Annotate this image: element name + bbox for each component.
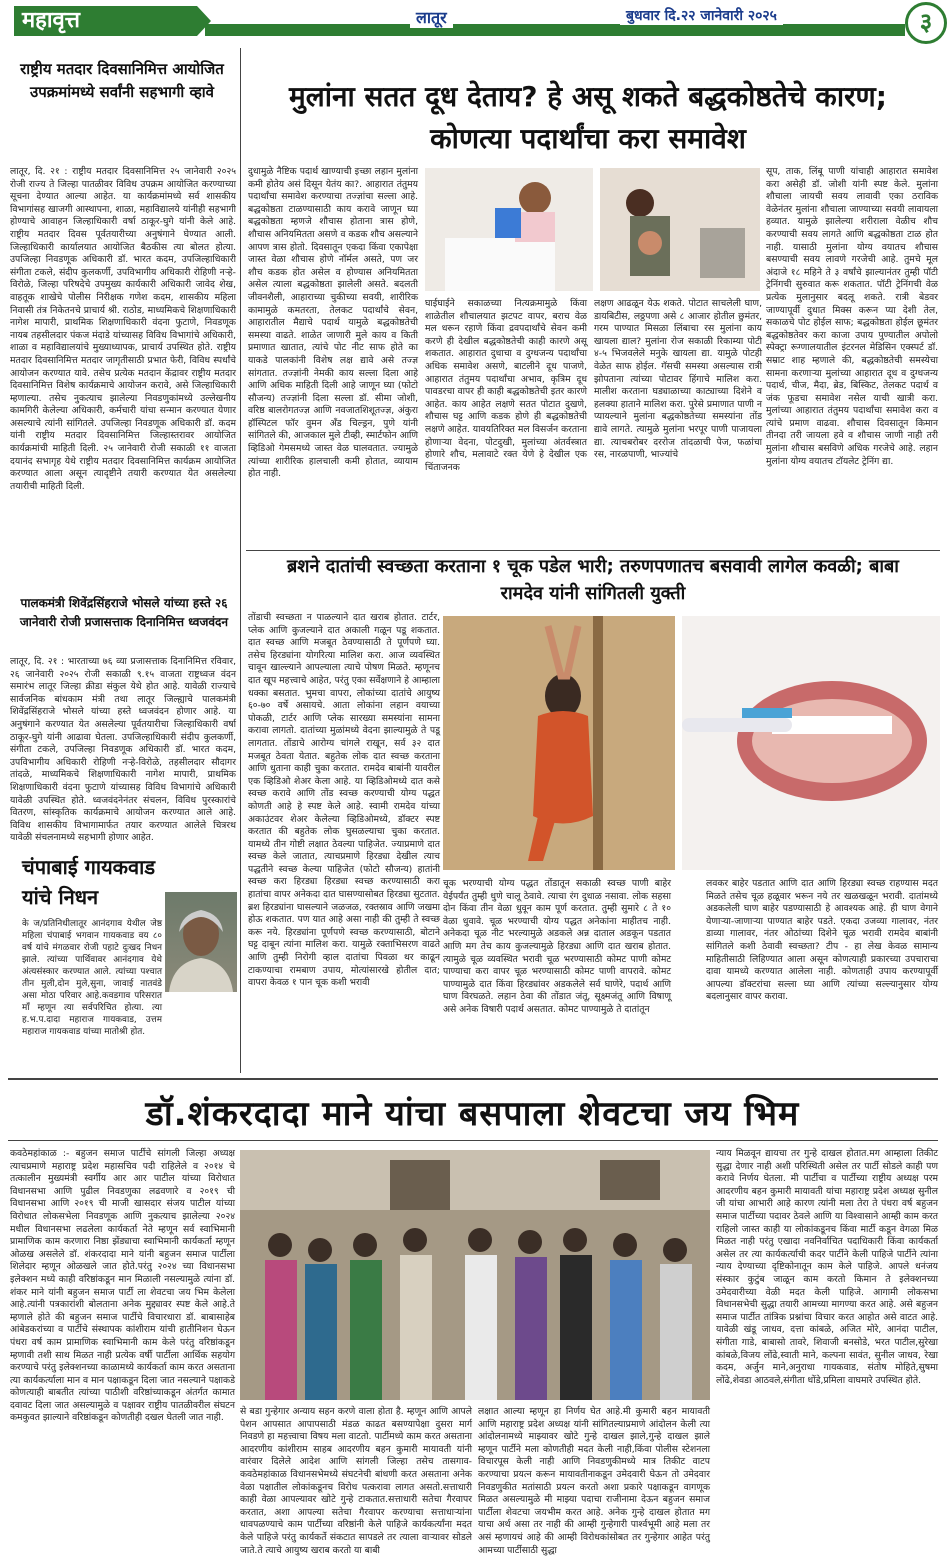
obituary-headline: चंपाबाई गायकवाड यांचे निधन bbox=[22, 855, 156, 909]
milk-photo-mother-child bbox=[600, 168, 760, 291]
masthead: महावृत्त bbox=[14, 6, 197, 36]
obituary-body: के ज/प्रतिनिधीलातूर आनंदगाव येथील जेष्ठ महिला चंपाबाई भगवान गायकवाड वय ८० वर्ष यांचे मंगळवार रोजी पहाटे दुःखद निधन झाले. त्यांच्या पार्थिवावर आनंदगाव येथे अंत्यसंस्कार करण्यात आले. त्यांच्या पश्चात तीन मुली,दोन मुले,सुना, जावाई नातवंडे असा मोठा परिवार आहे.कवडगाव परिसरात माँ म्हणून त्या सर्वपरिचित होत्या. त्या ह.भ.प.दादा महाराज गायकवाड, उत्तम महाराज गायकवाड यांच्या मातोश्री होत. bbox=[22, 919, 162, 1037]
milk-photo-child-toilet bbox=[425, 168, 593, 291]
header-bar bbox=[205, 24, 905, 36]
voter-day-body: लातूर, दि. २१ : राष्ट्रीय मतदार दिवसानिमित्त २५ जानेवारी २०२५ रोजी राज्य ते जिल्हा पातळीवर विविध उपक्रम आयोजित करण्याच्या सूचना देण्यात आल्या आहेत. या कार्यक्रमांमध्ये सर्व शासकीय विभागांसह खाजगी आस्थापना, शाळा, महाविद्यालये यांनीही सहभागी होण्याचे आवाहन जिल्हाधिकारी वर्षा ठाकूर-घुगे यांनी केले आहे. राष्ट्रीय मतदार दिवस पूर्वतयारीच्या अनुषंगाने घेण्यात आली. जिल्हाधिकारी कार्यालयात आयोजित बैठकीस त्या बोलत होत्या. उपजिल्हा निवडणूक अधिकारी डॉ. भारत कदम, उपजिल्हाधिकारी संगीता टकले, संदीप कुलकर्णी, उपविभागीय अधिकारी रोहिणी नऱ्हे-विरोळे, जिल्हा परिषदेचे उपमुख्य कार्यकारी अधिकारी जावेद शेख, वाहतूक शाखेचे पोलीस निरीक्षक गणेश कदम, शासकीय महिला निवासी तंत्र निकेतनचे प्राचार्य श्री. राठोड, माध्यमिकचे शिक्षणाधिकारी नागेश मापारी, प्राथमिक शिक्षणाधिकारी वंदना फुटाणे, निवडणूक नायब तहसीलदार पंकज मंदाडे यांच्यासह विविध विभागांचे अधिकारी, शाळा व महाविद्यालयांचे मुख्याध्यापक, प्राचार्य उपस्थित होते. राष्ट्रीय मतदार दिवसानिमित्त मतदार जागृतीसाठी प्रभात फेरी, विविध स्पर्धांचे आयोजन करण्यात यावे. तसेच प्रत्येक मतदान केंद्रावर राष्ट्रीय मतदार दिवसानिमित्त विशेष कार्यक्रमाचे आयोजन करावे, असे जिल्हाधिकारी म्हणाल्या. तसेच नुकत्याच झालेल्या निवडणुकांमध्ये उल्लेखनीय कामगिरी केलेल्या अधिकारी, कर्मचारी यांचा सन्मान करण्यात येणार असल्याचे त्यांनी सांगितले. उपजिल्हा निवडणूक अधिकारी डॉ. कदम यांनी राष्ट्रीय मतदार दिवसानिमित्त जिल्हास्तरावर आयोजित कार्यक्रमांची माहिती दिली. २५ जानेवारी रोजी सकाळी ११ वाजता दयानंद सभागृह येथे राष्ट्रीय मतदार दिवसानिमित्त कार्यक्रम आयोजित करण्यात आला असून त्यादृष्टीने तयारी करण्यात येत असलेल्या तयारीची माहिती दिली. bbox=[10, 166, 236, 492]
page-number: ३ bbox=[905, 2, 947, 44]
milk-col-3: लक्षण आढळून येऊ शकते. पोटात साचलेली घाण, डायबिटीस, लठ्ठपणा असे ८ आजार होतील छुमंतर, गरम पाण्यात मिसळा लिंबाचा रस मुलांना काय खायला द्याल? मुलांना रोज सकाळी रिकाम्या पोटी ४-५ भिजवलेले मनुके खायला द्या. यामुळे पोटही वेळेत साफ होईल. गॅसची समस्या असल्यास रात्री झोपताना त्यांच्या पोटावर हिंगाचे मालिश करा. मालीश करताना घड्याळाच्या काट्याच्या दिशेने व हलक्या हाताने मालिश करा. पुरेसे प्रमाणात पाणी न प्यायल्याने मुलांना बद्धकोष्ठतेच्या समस्यांना तोंड द्यावे लागते. त्यामुळे मुलांना भरपूर पाणी पाजायला द्या. त्याचबरोबर दररोज तांदळाची पेज, फळांचा रस, नारळपाणी, भाज्यांचे bbox=[594, 298, 762, 461]
header-date: बुधवार दि.२२ जानेवारी २०२५ bbox=[620, 6, 783, 25]
left-column-divider bbox=[240, 48, 241, 1073]
flag-hoisting-headline: पालकमंत्री शिवेंद्रसिंहराजे भोसले यांच्या हस्ते २६ जानेवारी रोजी प्रजासत्ताक दिनानिमित्त ध्वजवंदन bbox=[19, 596, 229, 629]
bsp-col-3: लक्षात आल्या म्हणून हा निर्णय घेत आहे.मी कुमारी बहन मायावती आणि महाराष्ट्र प्रदेश अध्यक्ष यांनी सांगितल्याप्रमाणे आंदोलन केली त्या आंदोलनामध्ये माझ्यावर खोटे गुन्हे दाखल झाले,गुन्हे दाखल झाले म्हणून पार्टीने मला कोणतीही मदत केली नाही,किंवा पोलीस स्टेशनला विचारपूस केली नाही आणि निवडणुकीमध्ये मात्र तिकीट वाटप करण्याचा प्रयत्न करून मायावतीनाकडून उमेदवारी घेऊन तो उमेदवार निवडणुकीत मतांसाठी प्रयत्न करतो अशा प्रकारे पक्षाकडून वागणूक मिळत असल्यामुळे मी माझ्या पदाचा राजीनामा देऊन बहुजन समाज पार्टीला शेवटचा जयभीम करत आहे. अनेक गुन्हे दाखल होतात मग याचा अर्थ असा तर नाही की आम्ही गुन्हेगारी पार्श्वभूमी आहे मला तर असं म्हणायचं आहे की आम्ही विरोधकांसोबत तर गुन्हेगार आहेत परंतु आमच्या पार्टीसाठी सुद्धा bbox=[478, 1406, 710, 1556]
bsp-group-photo bbox=[240, 1150, 710, 1400]
page-header bbox=[0, 0, 945, 44]
bsp-article-headline: डॉ.शंकरदादा माने यांचा बसपाला शेवटचा जय भिम bbox=[145, 1094, 800, 1134]
ramdev-col-2: चूक भरण्याची योग्य पद्धत तोंडातून सकाळी स्वच्छ पाणी बाहेर येईपर्यंत तुम्ही धुणे चालू ठेवावे. त्याचा रंग दुधाळ नसावा. लोक सहसा दोन किंवा तीन वेळा धुवून काम पूर्ण करतात. तुम्ही सुमारे ८ ते १० वेळा धुवावे. चूळ भरण्याची योग्य पद्धत अनेकांना माहीतच नाही. अनेकदा चूळ नीट भरल्यामुळे अडकले अन्न दाताल अडकून पडतात आणि मग तेच काय कुजल्यामुळे हिरड्या आणि दात खराब होतात. त्यामुळे चूळ व्यवस्थित भरावी चूळ भरण्यासाठी कोमट पाणी कोमट पाण्याचा करा वापर चूळ भरण्यासाठी कोमट पाणी वापरावे. कोमट पाण्यामुळे दात किंवा हिरड्यांवर अडकलेले सर्व घाणेरे, पदार्थ आणि घाण विरघळते. लहान ठेवा की तोंडात जंतू, सूक्ष्मजंतू आणि विषाणू असे अनेक विषारी पदार्थ असतात. कोमट पाण्यामुळे ते दातांतून bbox=[443, 878, 671, 1015]
milk-col-4: सूप, ताक, लिंबू पाणी यांचाही आहारात समावेश करा असेही डॉ. जोशी यांनी स्पष्ट केले. मुलांना शौचाला जायची सवय लावावी एका ठराविक वेळेनंतर मुलांना शौचाला जाण्याच्या सवयी लावायला हव्यात. यामुळे झालेल्या शरीराला वेळीच शौच करण्याची सवय लागते आणि बद्धकोष्ठता टाळ होत नाही. यासाठी मुलांना योग्य वयातच शौचास बसण्याची सवय लावणे गरजेची आहे. तुमचे मूल अंदाजे १८ महिने ते ३ वर्षांचे झाल्यानंतर तुम्ही पॉटी ट्रेनिंगची सुरुवात करू शकतात. पॉटी ट्रेनिंगची वेळ प्रत्येक मुलानुसार बदलू शकते. रात्री बेडवर जाण्यापूर्वी दुधात मिक्स करून प्या देशी तेल, सकाळचे पोट होईल साफ; बद्धकोष्ठता होईल छूमंतर बद्धकोष्ठतेवर करा काजा उपाय पुण्यातील अपोलो स्पेक्ट्रा रूग्णालयातील इंटरनल मेडिसिन एक्स्पर्ट डॉ. सम्राट शाह म्हणाले की, बद्धकोष्ठतेची समस्येचा सामना करणाऱ्या मुलांच्या आहारात दूध व दुग्धजन्य पदार्थ, चीज, मैदा, ब्रेड, बिस्किट, तेलकट पदार्थ व जंक फूडचा समावेश नसेल याची खात्री करा. मुलांच्या आहारात तंतुमय पदार्थांचा समावेश करा व त्यांचे प्रमाण वाढवा. शौचास दिवसातून किमान तीनदा तरी जायला हवे व शौचास जाणी नाही तरी मुलांना शौचास बसविणे अधिक गरजेचे आहे. लहान मुलांना योग्य वयातच टॉयलेट ट्रेनिंग द्या. bbox=[766, 166, 938, 467]
voter-day-headline: राष्ट्रीय मतदार दिवसानिमित्त आयोजित उपक्रमांमध्ये सर्वांनी सहभागी व्हावे bbox=[20, 60, 224, 101]
milk-bottom-rule bbox=[246, 550, 940, 551]
bsp-col-1: कवठेमहांकाळ :- बहुजन समाज पार्टीचे सांगली जिल्हा अध्यक्ष त्याचप्रमाणे महाराष्ट्र प्रदेश महासचिव पदी राहिलेले व २०१४ चे तत्कालीन मुख्यमंत्री स्वर्गीय आर आर पाटील यांच्या विरोधात विधानसभा आणि पुढील निवडणुका लढवणारे व २०१९ ची विधानसभा आणि २०१९ ची माजी खासदार संजय पाटील यांच्या विरोधात लोकसभेला निवडणूक आणि नुकत्याच झालेल्या २०२४ मधील विधानसभा लढलेला कार्यकर्ता नेते म्हणून सर्व स्वाभिमानी प्रामाणिक काम करणारा निष्ठा झेंड्याचा स्वाभिमानी कार्यकर्ता म्हणून ओळख असलेले डॉ. शंकरदादा माने यांनी बहुजन समाज पार्टीला शिलेदार म्हणून ओळखले जात होते.परंतु २०२४ च्या विधानसभा इलेक्शन मध्ये काही वरिष्ठांकडून मान मिळाली नसल्यामुळे त्यांना डॉ. शंकर माने यांनी बहुजन समाज पार्टी ला शेवटचा जय भिम केलेला आहे.त्यांनी पत्रकारांशी बोलताना अनेक मुद्द्यावर स्पष्ट केले आहे.ते म्हणाले होते की बहुजन समाज पार्टीचे विचारधारा डॉ. बाबासाहेब आंबेडकरांच्या व पार्टीचे संस्थापक कांशीराम यांची हातीनिशन घेऊन पंधरा वर्ष काम प्रामाणिक स्वाभिमानी काम केले परंतु वरिष्ठांकडून म्हणावी तशी साथ मिळत नाही प्रत्येक वर्षी पार्टीला आर्थिक सहयोग करण्याचे परंतु इलेक्शनच्या काळामध्ये कार्यकर्ता काम करत असताना त्या कार्यकर्त्याला मान व मान पक्षाकडून दिला जात नसल्याने पक्षाकडे कोणत्याही बाबतीत त्यांच्या पाठीशी वरिष्ठांच्याकडून अंतर्गत कामात दवावट दिला जात असल्यामुळे व पक्षावर राष्ट्रीय पातळीवरील संघटन कमकुवत झाल्याने वरिष्ठांकडून कोणतीही दखल घेतली जात नाही. bbox=[10, 1148, 235, 1424]
obituary-photo bbox=[165, 892, 237, 992]
ramdev-col-3: लवकर बाहेर पडतात आणि दात आणि हिरड्या स्वच्छ राहण्यास मदत मिळते तसेच चूळ हळूवार भरून नये तर खळखळून भरावी. दातांमध्ये अडकलेली घाण बाहेर पडण्यासाठी हे आवश्यक आहे. ही घाण वेगाने येणाऱ्या-जाणाऱ्या पाण्यात बाहेर पडते. एकदा उजव्या गालावर, नंतर डाव्या गालावर, नंतर ओठांच्या दिशेने चूळ भरावी रामदेव बाबांनी सांगितले कशी ठेवावी स्वच्छता? टीप - हा लेख केवळ सामान्य माहितीसाठी लिहिण्यात आला असून कोणत्याही प्रकारच्या उपचाराचा दावा यामध्ये करण्यात आलेला नाही. कोणताही उपाय करण्यापूर्वी आपल्या डॉक्टरांचा सल्ला घ्या आणि त्यांच्या सल्ल्यानुसार योग्य बदलानुसार वापर करावा. bbox=[706, 878, 938, 1003]
header-city: लातूर bbox=[410, 6, 453, 28]
milk-col-1: दुधामुळे नैष्टिक पदार्थ खाण्याची इच्छा लहान मुलांना कमी होतेय असं दिसून येतंय का?. आहारात तंतुमय पदार्थांचा समावेश करण्याचा तज्ज्ञांचा सल्ला आहे. बद्धकोष्ठता टाळण्यासाठी काय करावे जाणून घ्या बद्धकोष्ठता म्हणजे शौचास होताना त्रास होणे, शौचास अनियमितता असणे व कडक शौच असल्याने आपण त्रास होतो. दिवसातून एकदा किंवा एकापेक्षा जास्त वेळा शौचास होणे नॉर्मल असते, पण जर शौच कडक होत असेल व होण्यास अनियमितता असेल त्याला बद्धकोष्ठता झालेली असते. बदलती जीवनशैली, आहाराच्या चुकीच्या सवयी, शारीरिक कामामुळे कमतरता, तेलकट पदार्थांचे सेवन, आहारातील मैद्याचे पदार्थ यामुळे बद्धकोष्ठतेची समस्या वाढते. शाळेत जाणारी मुले काय व किती प्रमाणात खातात, त्यांचे पोट नीट साफ होते का याकडे पालकांनी विशेष लक्ष द्यावे असे तज्ज्ञ सांगतात. तज्ज्ञांनी नेमकी काय सल्ला दिला आहे आणि अधिक माहिती दिली आहे जाणून घ्या (फोटो सौजन्य) तज्ज्ञांनी दिला सल्ला डॉ. सीमा जोशी, वरिष्ठ बालरोगतज्ज्ञ आणि नवजातशिशूतज्ज्ञ, अंकुरा हॉस्पिटल फॉर वुमन अँड चिल्ड्रन, पुणे यांनी सांगितले की, आजकाल मुले टीव्ही, स्मार्टफोन आणि व्हिडिओ गेमसमध्ये जास्त वेळ घालवतात. ज्यामुळे त्यांच्या शारीरिक हालचाली कमी होतात, व्यायाम होत नाही. bbox=[248, 166, 418, 480]
bsp-col-2: से बडा गुन्हेगार अन्याय सहन करणे वाला होता है. म्हणून आणि आपले पेशन आपसात आपापसाठी मंडळ काढत बसण्यापेक्षा दुसरा मार्ग निवडणे हा महत्त्वाचा विषय मला वाटतो. पार्टीमध्ये काम करत असताना आदरणीय कांशीराम साहब आदरणीय बहन कुमारी मायावती यांनी वारंवार दिलेले आदेश आणि सांगली जिल्हा तसेच तासगाव-कवठेमहांकाळ विधानसभेमध्ये संघटनेची बांधणी करत असताना अनेक वेळा पक्षातील लोकांकडूनच विरोध पत्करावा लागत असतो.सत्ताधारी काही वेळा आपल्यावर खोटे गुन्हे टाकतात.सत्ताधारी सतेचा गैरवापर करतात, अशा आपल्या सतेचा गैरवापर करण्याचा सत्ताधाऱ्यांना धावपळण्याचे काम पार्टीच्या वरिष्ठांनी केले पाहिजे कार्यकर्त्यांना मदत केले पाहिजे परंतु कार्यकर्ते संकटात सापडले तर त्याला वाऱ्यावर सोडले जाते.ते त्याचे आयुष्य खराब करतो या बाबी bbox=[240, 1406, 472, 1556]
bsp-top-rule bbox=[8, 1078, 938, 1080]
ramdev-yoga-photo bbox=[443, 616, 675, 870]
flag-hoisting-body: लातूर, दि. २१ : भारताच्या ७६ व्या प्रजासत्ताक दिनानिमित्त रविवार, २६ जानेवारी २०२५ रोजी सकाळी ९.१५ वाजता राष्ट्रध्वज वंदन समारंभ लातूर जिल्हा क्रीडा संकुल येथे होत आहे. यावेळी राज्याचे सार्वजनिक बांधकाम मंत्री तथा लातूर जिल्ह्याचे पालकमंत्री शिवेंद्रसिंहराजे भोसले यांच्या हस्ते ध्वजवंदन होणार आहे. या अनुषंगाने करण्यात येत असलेल्या पूर्वतयारीचा जिल्हाधिकारी वर्षा ठाकूर-घुगे यांनी आढावा घेतला. उपजिल्हाधिकारी संदीप कुलकर्णी, संगीता टकले, उपजिल्हा निवडणूक अधिकारी डॉ. भारत कदम, उपविभागीय अधिकारी रोहिणी नऱ्हे-विरोळे, तहसीलदार सौदागर तांदळे, माध्यमिकचे शिक्षणाधिकारी नागेश मापारी, प्राथमिक शिक्षणाधिकारी वंदना फुटाणे यांच्यासह विविध विभागांचे अधिकारी यावेळी उपस्थित होते. ध्वजवंदनेनंतर संचलन, विविध पुरस्कारांचे वितरण, सांस्कृतिक कार्यक्रमाचे आयोजन करण्यात आले आहे. विविध शासकीय विभागामार्फत तयार करण्यात आलेले चित्ररथ यावेळी संचलनामध्ये सहभागी होणार आहेत. bbox=[10, 656, 236, 844]
bsp-col-4: न्याय मिळवून द्यायचा तर गुन्हे दाखल होतात.मग आम्हाला तिकीट सुद्धा देणार नाही अशी परिस्थिती असेल तर पार्टी सोडले काही पण करावे निर्णय घेतला. मी पार्टीचा व पार्टीच्या राष्ट्रीय अध्यक्ष परम आदरणीय बहन कुमारी मायावती यांचा महाराष्ट्र प्रदेश अध्यक्ष सुनील जी यांचा आभारी आहे कारण त्यांनी मला तेरा ते पंधरा वर्ष बहुजन समाज पार्टीच्या पदावर ठेवले आणि या विश्वासाने आम्ही काम करत राहिलो जास्त काही या लोकांकडूनच किंवा मार्टी कडून वेगळा मिळ मिळत नाही परंतु एखादा नवनिर्वाचित पदाधिकारी किंवा कार्यकर्ता असेल तर त्या कार्यकर्त्याची कदर पार्टीने केली पाहिजे पार्टीने त्यांना न्याय देण्याच्या दृष्टिकोनातून काम केले पाहिजे. आपले धनंजय संस्कार कुटुंब जाळून काम करतो किमान ते इलेक्शनच्या उमेदवारीच्या वेळी मदत केली पाहिजे. आगामी लोकसभा विधानसभेची सुद्धा तयारी आमच्या मागण्या करत आहे. असे बहुजन समाज पार्टीत तांत्रिक प्रश्नांचा विचार करत आहोत असे वाटत आहे. यावेळी खंडू जाधव, दत्ता कांबळे, अजित मोरे, आनंदा पाटील, संगीता गाडे, बाबासो तावरे, शिवाजी बनसोडे, भरत पाटील,सुरेखा कांबळे,विजय लोंढे,स्वाती माने, कल्पना सावंत, सुनील जाधव, रेखा कदम, अर्जुन माने,अनुराधा गायकवाड, संतोष मोहिते,सुषमा लोंढे,शेवडा आठवले,संगीता धोंडे,प्रमिला वाघमारे उपस्थित होते. bbox=[716, 1148, 938, 1386]
toothbrush-photo bbox=[682, 616, 940, 870]
ramdev-col-1: तोंडाची स्वच्छता न पाळल्याने दात खराब होतात. टार्टर, प्लेक आणि कुजल्याने दात अकाली गळून पडू शकतात. दात स्वच्छ आणि मजबूत ठेवण्यासाठी ते पूर्णपणे घ्या. तसेच हिरड्यांना योगरित्या मालिश करा. आज व्यवस्थित चावून खाल्ल्याने आपल्याला त्याचे पोषण मिळते. म्हणूनच दात खूप महत्त्वाचे आहेत, परंतु एका सर्वेक्षणाने हे आम्हाला धक्का बसतात. भुमचा वापरा, लोकांच्या दातांचे आयुष्य ६०-७० वर्षे असायचे. आता लोकांना लहान वयाच्या पोकळी, टार्टर आणि प्लेक सारख्या समस्यांना सामना करावा लागतो. दातांच्या मुळांमध्ये वेदना झाल्यामुळे ते पडू लागतात. तोंडाचे आरोग्य चांगले राखून, सर्व ३२ दात मजबूत ठेवता येतात. बहुतेक लोक दात स्वच्छ करताना आणि धुताना काही चुका करतात. रामदेव बाबांनी यावरील एक व्हिडिओ शेअर केला आहे. या व्हिडिओमध्ये दात कसे स्वच्छ करावे आणि तोंड स्वच्छ करण्याची योग्य पद्धत कोणती आहे हे स्पष्ट केले आहे. स्वामी रामदेव यांच्या अकाउंटवर शेअर केलेल्या व्हिडिओमध्ये, डॉक्टर स्पष्ट करतात की बहुतेक लोक घुसळल्याचा चुका करतात. यामध्ये तीन गोष्टी लक्षात ठेवल्या पाहिजेत. ज्याप्रमाणे दात स्वच्छ केले जातात, त्याचप्रमाणे हिरड्या देखील त्याच पद्धतीने स्वच्छ केल्या पाहिजेत (फोटो सौजन्य) हातांनी स्वच्छ करा हिरड्या हिरड्या स्वच्छ करण्यासाठी करा हातांचा वापर अनेकदा दात घासण्यासोबत हिरड्या सुटतात. ब्रश हिरड्यांना घासल्याने जळजळ, रक्तस्राव आणि जखमा होऊ शकतात. पण यात आहे असा नाही की तुम्ही ते स्वच्छ करू नये. हिरड्यांना पूर्णपणे स्वच्छ करण्यासाठी, बोटाने घट्ट दाबून त्यांना मालिश करा. यामुळे रक्ताभिसरण वाढते आणि तुम्ही निरोगी व्हाल दातांचा पिवळा थर काढून टाकण्याचा रामबाण उपाय, मोत्यांसारखे होतील दात; वापरा केवळ १ पान चूक कशी भरावी bbox=[248, 612, 440, 989]
ramdev-article-headline: ब्रशने दातांची स्वच्छता करताना १ चूक पडेल भारी; तरुणपणातच बसवावी लागेल कवळी; बाबा रामदेव यांनी सांगितली युक्ती bbox=[287, 556, 899, 604]
milk-col-2: घाईघाईने सकाळच्या नित्यक्रमामुळे किंवा शाळेतील शौचालयात झटपट वापर, बराच वेळ मल धरून रहाणे किंवा द्रवपदार्थांचे सेवन कमी करणे ही देखील बद्धकोष्ठतेची काही कारणे असू शकतात. आहारात दुधाचा व दुग्धजन्य पदार्थांचा अधिक समावेश असणे, बाटलीने दूध पाजणे, आहारात तंतुमय पदार्थांचा अभाव, कृत्रिम दूध पावडरचा वापर ही काही बद्धकोष्ठतेची इतर कारणे आहेत. काय आहेत लक्षणे सतत पोटात दुखणे, शौचास घट्ट आणि कडक होणे ही बद्धकोष्ठतेची लक्षणे आहेत. यावयतिरिक्त मल विसर्जन करताना होणाऱ्या वेदना, पोटदुखी, मुलांच्या अंतर्वस्त्रात होणारे शौच, मलावाटे रक्त येणे हे देखील एक चिंताजनक bbox=[425, 298, 587, 473]
portrait-image bbox=[165, 892, 237, 992]
bsp-headline-rule bbox=[8, 1140, 938, 1141]
milk-article-headline: मुलांना सतत दूध देताय? हे असू शकते बद्धकोष्ठतेचे कारण; कोणत्या पदार्थांचा करा समावेश bbox=[289, 80, 887, 155]
